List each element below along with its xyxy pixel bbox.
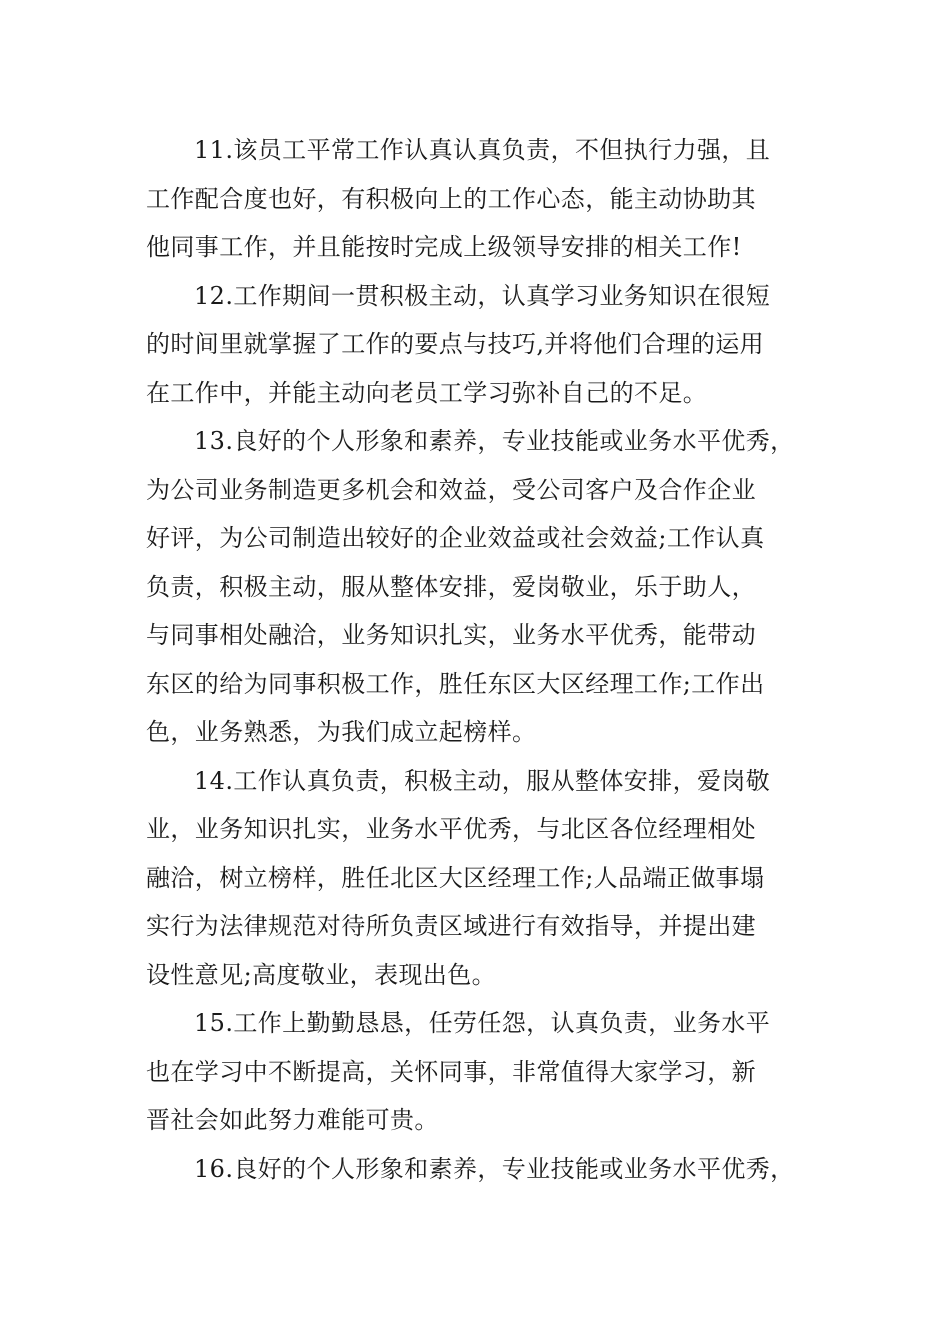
paragraph-line: 色，业务熟悉，为我们成立起榜样。 [146,718,537,746]
paragraph-line: 与同事相处融洽，业务知识扎实，业务水平优秀，能带动 [146,621,756,649]
paragraph-line: 14.工作认真负责，积极主动，服从整体安排，爱岗敬 [194,766,771,795]
paragraph-line: 他同事工作，并且能按时完成上级领导安排的相关工作! [146,233,742,261]
paragraph-11 [146,126,826,272]
paragraph-line: 的时间里就掌握了工作的要点与技巧,并将他们合理的运用 [146,330,765,358]
paragraph-line: 也在学习中不断提高，关怀同事，非常值得大家学习，新 [146,1057,756,1086]
paragraph-13 [146,417,826,757]
paragraph-line: 13.良好的个人形象和素养，专业技能或业务水平优秀， [194,427,795,455]
paragraph-16 [146,1145,826,1194]
paragraph-line: 15.工作上勤勤恳恳，任劳任怨，认真负责，业务水平 [194,1009,771,1037]
paragraph-line: 业，业务知识扎实，业务水平优秀，与北区各位经理相处 [146,815,756,843]
paragraph-line: 12.工作期间一贯积极主动，认真学习业务知识在很短 [194,281,771,310]
paragraph-12 [146,272,826,418]
paragraph-line: 晋社会如此努力难能可贵。 [146,1106,439,1134]
paragraph-line: 为公司业务制造更多机会和效益，受公司客户及合作企业 [146,475,756,504]
paragraph-line: 实行为法律规范对待所负责区域进行有效指导，并提出建 [146,912,756,940]
paragraph-15 [146,999,826,1145]
paragraph-line: 东区的给为同事积极工作，胜任东区大区经理工作;工作出 [146,669,765,698]
document-body [146,126,826,1193]
paragraph-14 [146,757,826,1000]
paragraph-line: 负责，积极主动，服从整体安排，爱岗敬业，乐于助人， [146,572,756,601]
paragraph-line: 好评，为公司制造出较好的企业效益或社会效益;工作认真 [146,524,765,552]
paragraph-line: 工作配合度也好，有积极向上的工作心态，能主动协助其 [146,184,756,213]
paragraph-line: 融洽，树立榜样，胜任北区大区经理工作;人品端正做事塌 [146,863,765,892]
paragraph-line: 设性意见;高度敬业，表现出色。 [146,960,497,989]
paragraph-line: 11.该员工平常工作认真认真负责，不但执行力强，且 [194,136,771,164]
paragraph-line: 在工作中，并能主动向老员工学习弥补自己的不足。 [146,378,708,407]
paragraph-line: 16.良好的个人形象和素养，专业技能或业务水平优秀， [194,1154,795,1183]
